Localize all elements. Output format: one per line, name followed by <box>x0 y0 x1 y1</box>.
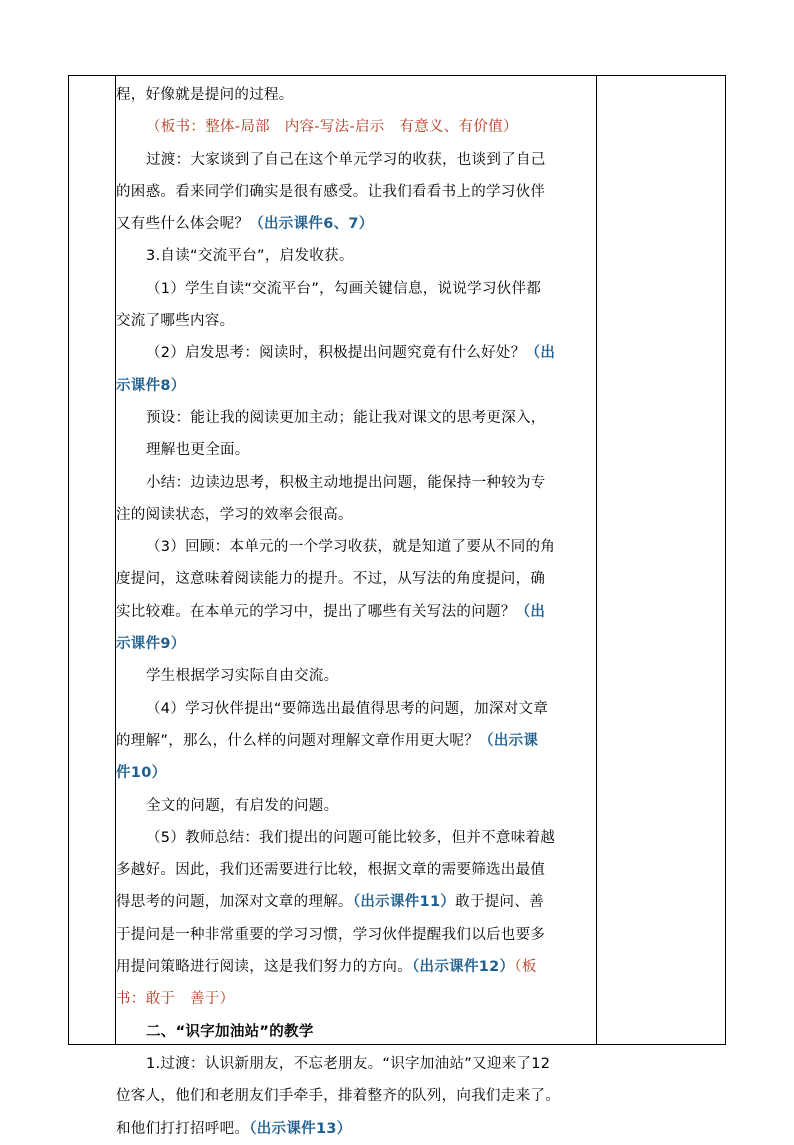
slide-reference: 示课件9） <box>116 636 186 653</box>
text-line: 的困惑。看来同学们确实是很有感受。让我们看看书上的学习伙伴 <box>116 183 546 200</box>
text-line: 注的阅读状态，学习的效率会很高。 <box>116 506 353 523</box>
slide-reference: （出示课件13） <box>249 1120 352 1137</box>
slide-reference: 件10） <box>116 765 167 782</box>
lesson-table <box>68 75 726 1137</box>
slide-reference: 示课件8） <box>116 377 186 394</box>
text-line: 用提问策略进行阅读，这是我们努力的方向。（出示课件12）（板 <box>116 959 537 976</box>
slide-reference: （出示课件11） <box>352 894 456 911</box>
blackboard-note: 书：敢于 善于） <box>116 991 235 1008</box>
text-line: 小结：边读边思考，积极主动地提出问题，能保持一种较为专 <box>146 474 546 491</box>
text-line: 学生根据学习实际自由交流。 <box>146 668 339 685</box>
text-line: 的理解”，那么，什么样的问题对理解文章作用更大呢？（出示课 <box>116 732 539 749</box>
text-line: 度提问，这意味着阅读能力的提升。不过，从写法的角度提问，确 <box>116 571 546 588</box>
text-line: 实比较难。在本单元的学习中，提出了哪些有关写法的问题？（出 <box>116 603 546 620</box>
text-line: 和他们打打招呼吧。（出示课件13） <box>116 1120 352 1137</box>
slide-reference: （出 <box>525 345 556 362</box>
text-line: （5）教师总结：我们提出的问题可能比较多，但并不意味着越 <box>146 829 556 846</box>
text-line: 位客人，他们和老朋友们手牵手，排着整齐的队列，向我们走来了。 <box>116 1088 560 1105</box>
lesson-content <box>116 79 595 1145</box>
text-line: （1）学生自读“交流平台”，勾画关键信息，说说学习伙伴都 <box>146 280 542 297</box>
text-line: 又有些什么体会呢？（出示课件6、7） <box>116 216 374 233</box>
text-line: 多越好。因此，我们还需要进行比较，根据文章的需要筛选出最值 <box>116 862 546 879</box>
slide-reference: （出示课件6、7） <box>249 216 374 233</box>
text-line: （3）回顾：本单元的一个学习收获，就是知道了要从不同的角 <box>146 539 556 556</box>
text-line: 得思考的问题，加深对文章的理解。（出示课件11）敢于提问、善 <box>116 894 544 911</box>
text-line: 理解也更全面。 <box>146 442 250 459</box>
blackboard-note: （板 <box>514 959 537 976</box>
text-line: （4）学习伙伴提出“要筛选出最值得思考的问题，加深对文章 <box>146 700 549 717</box>
text-line: 全文的问题，有启发的问题。 <box>146 797 339 814</box>
text-line: 预设：能让我的阅读更加主动；能让我对课文的思考更深入， <box>146 409 546 426</box>
section-heading: 二、“识字加油站”的教学 <box>146 1023 314 1040</box>
slide-reference: （出示课件12） <box>412 959 515 976</box>
text-line: 1.过渡：认识新朋友，不忘老朋友。“识字加油站”又迎来了12 <box>146 1055 551 1072</box>
text-line: 3.自读“交流平台”，启发收获。 <box>146 248 354 265</box>
text-line: 过渡：大家谈到了自己在这个单元学习的收获，也谈到了自己 <box>146 151 546 168</box>
blackboard-note: （板书：整体-局部 内容-写法-启示 有意义、有价值） <box>146 119 518 136</box>
slide-reference: （出示课 <box>479 732 539 749</box>
text-line: 于提问是一种非常重要的学习习惯，学习伙伴提醒我们以后也要多 <box>116 926 546 943</box>
slide-reference: （出 <box>515 603 546 620</box>
text-line: （2）启发思考：阅读时，积极提出问题究竟有什么好处？（出 <box>146 345 556 362</box>
text-line: 程，好像就是提问的过程。 <box>116 87 294 103</box>
text-line: 交流了哪些内容。 <box>116 313 235 330</box>
column-divider-right <box>596 76 597 1044</box>
